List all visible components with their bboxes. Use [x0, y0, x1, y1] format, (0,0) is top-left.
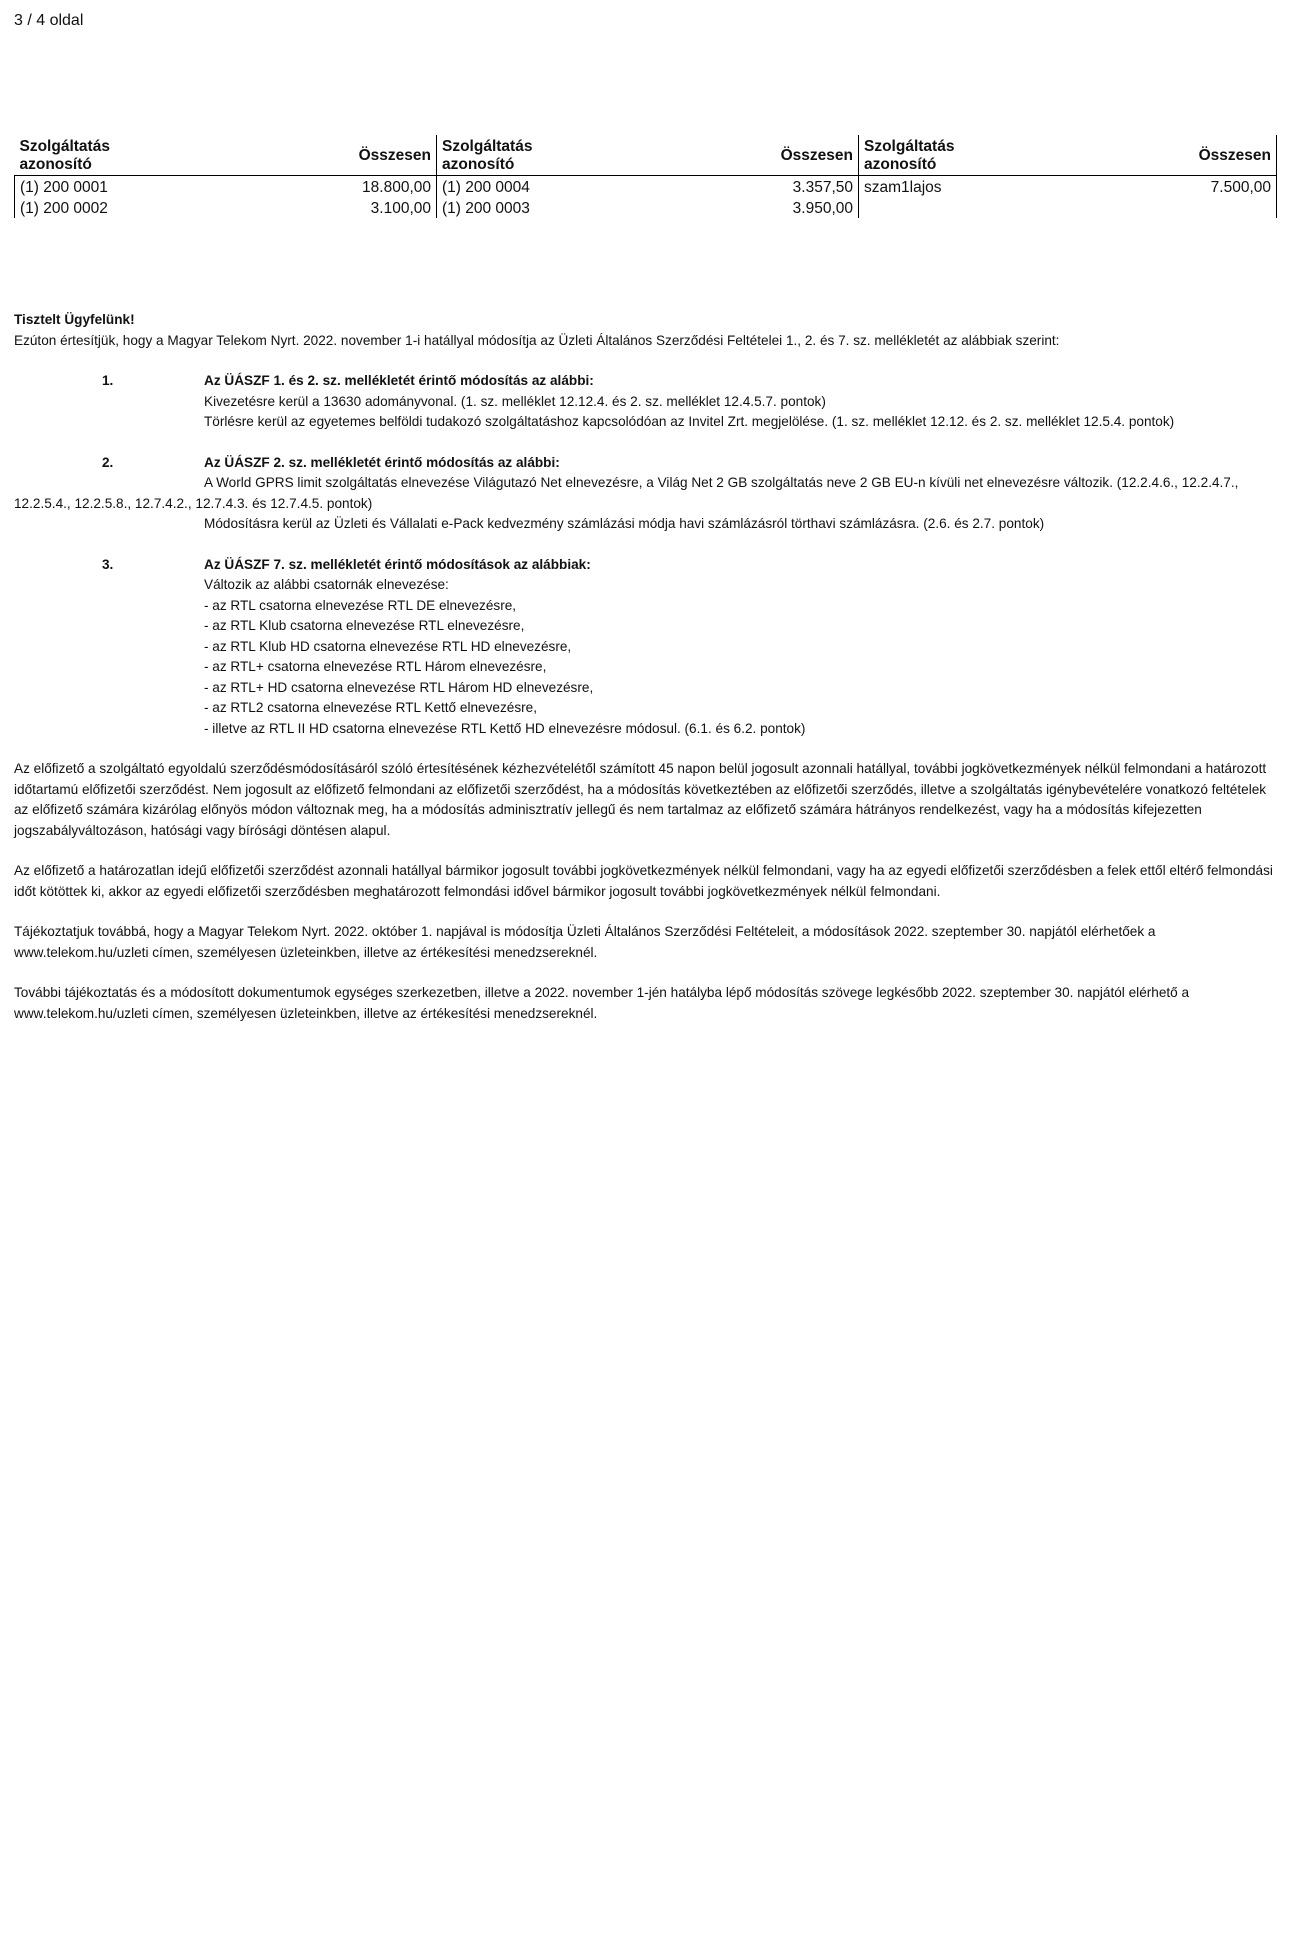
item-line: - az RTL2 csatorna elnevezése RTL Kettő elnevezésre,: [204, 700, 537, 715]
column-header-service-id: Szolgáltatás azonosító: [15, 135, 185, 176]
table-header-row: [15, 135, 1277, 176]
paragraph: Tájékoztatjuk továbbá, hogy a Magyar Telekom Nyrt. 2022. október 1. napjával is módosítja Üzleti Általános Szerződési Feltételeit, a módosítások 2022. szeptember 30. napjától elérhetőek a www.telekom.hu/uzleti címen, személyesen üzleteinkben, illetve az értékesítési menedzsereknél.: [14, 924, 1156, 960]
item-title: Az ÜÁSZF 2. sz. mellékletét érintő módosítás az alábbi:: [204, 454, 560, 470]
column-header-total: Összesen: [185, 135, 437, 176]
table-cell: [1029, 197, 1277, 218]
item-line: - illetve az RTL II HD csatorna elnevezése RTL Kettő HD elnevezésre módosul. (6.1. és 6.2. pontok): [204, 720, 806, 736]
column-header-total: Összesen: [607, 135, 859, 176]
item-line: Törlésre kerül az egyetemes belföldi tudakozó szolgáltatáshoz kapcsolódóan az Invitel Zrt. megjelölése. (1. sz. melléklet 12.12. és 2. sz. melléklet 12.5.4. pontok): [204, 414, 1175, 429]
table-cell: (1) 200 0001: [15, 176, 185, 198]
item-number: 3.: [102, 556, 114, 572]
column-header-total: Összesen: [1029, 135, 1277, 176]
item-line: Változik az alábbi csatornák elnevezése:: [204, 577, 449, 592]
item-line: Kivezetésre kerül a 13630 adományvonal. (1. sz. melléklet 12.12.4. és 2. sz. melléklet 12.4.5.7. pontok): [204, 393, 826, 409]
paragraph: Az előfizető a határozatlan idejű előfizetői szerződést azonnali hatállyal bármikor jogosult további jogkövetkezmények nélkül felmondani, vagy ha az egyedi előfizetői szerződésben a felek ettől eltérő felmondási időt kötöttek ki, akkor az egyedi előfizetői szerződésben meghatározott felmondási idővel bármikor jogosult további jogkövetkezmények nélkül felmondani.: [14, 863, 1273, 899]
item-line: Módosításra kerül az Üzleti és Vállalati e-Pack kedvezmény számlázási módja havi számlázásról törthavi számlázásra. (2.6. és 2.7. pontok): [204, 516, 1045, 531]
table-cell: 18.800,00: [362, 178, 431, 196]
paragraph: Az előfizető a szolgáltató egyoldalú szerződésmódosításáról szóló értesítésének kézhezvételétől számított 45 napon belül jogosult azonnali hatállyal, további jogkövetkezmények nélkül felmondani a határozott időtartamú előfizetői szerződést. Nem jogosult az előfizető felmondani az előfizetői szerződést, ha a módosítás következtében az előfizetői szerződés, illetve a szolgáltatás igénybevételére vonatkozó feltételek az előfizető számára kizárólag előnyös módon változnak meg, ha a módosítás adminisztratív jellegű és nem tartalmaz az előfizető számára hátrányos rendelkezést, vagy ha a módosítás kifejezetten jogszabályváltozáson, hatósági vagy bírósági döntésen alapul.: [14, 761, 1267, 838]
page-number: 3 / 4 oldal: [14, 12, 84, 29]
column-header-service-id: Szolgáltatás azonosító: [437, 135, 607, 176]
paragraph: További tájékoztatás és a módosított dokumentumok egységes szerkezetben, illetve a 2022. november 1-jén hatályba lépő módosítás szövege legkésőbb 2022. szeptember 30. napjától elérhető a www.telekom.hu/uzleti címen, személyesen üzleteinkben, illetve az értékesítési menedzsereknél.: [14, 985, 1190, 1021]
table-cell: (1) 200 0004: [437, 176, 607, 198]
table-cell: [859, 197, 1029, 218]
service-totals-table: [14, 135, 1277, 218]
item-title: Az ÜÁSZF 1. és 2. sz. mellékletét érintő módosítás az alábbi:: [204, 373, 594, 388]
item-number: 1.: [102, 373, 114, 388]
table-row: [15, 197, 1277, 218]
item-line: - az RTL+ csatorna elnevezése RTL Három elnevezésre,: [204, 659, 547, 674]
greeting: Tisztelt Ügyfelünk!: [14, 312, 135, 327]
table-cell: (1) 200 0002: [15, 197, 185, 218]
table-cell: (1) 200 0003: [437, 197, 607, 218]
table-cell: 3.100,00: [370, 199, 431, 217]
amendment-item: [14, 555, 1276, 740]
table-cell: 3.357,50: [792, 178, 853, 196]
item-line: - az RTL csatorna elnevezése RTL DE elnevezésre,: [204, 597, 517, 613]
item-line: - az RTL Klub csatorna elnevezése RTL elnevezésre,: [204, 618, 525, 633]
item-title: Az ÜÁSZF 7. sz. mellékletét érintő módosítások az alábbiak:: [204, 556, 591, 572]
item-line: A World GPRS limit szolgáltatás elnevezése Világutazó Net elnevezésre, a Világ Net 2 GB szolgáltatás neve 2 GB EU-n kívüli net elnevezésre változik. (12.2.4.6., 12.2.4.7., 12.2.5.4., 12.2.5.8., 12.7.4.2., 12.7.4.3. és 12.7.4.5. pontok): [14, 475, 1239, 511]
table-row: [15, 176, 1277, 198]
amendment-item: [14, 371, 1276, 433]
amendment-item: [14, 453, 1276, 535]
table-cell: 3.950,00: [792, 199, 853, 217]
item-number: 2.: [102, 454, 114, 470]
table-cell: szam1lajos: [859, 176, 1029, 198]
notice-letter: [14, 310, 1276, 1024]
item-line: - az RTL+ HD csatorna elnevezése RTL Három HD elnevezésre,: [204, 679, 594, 695]
intro-text: Ezúton értesítjük, hogy a Magyar Telekom Nyrt. 2022. november 1-i hatállyal módosítja az Üzleti Általános Szerződési Feltételei 1., 2. és 7. sz. mellékletét az alábbiak szerint:: [14, 332, 1060, 348]
item-line: - az RTL Klub HD csatorna elnevezése RTL HD elnevezésre,: [204, 638, 572, 654]
column-header-service-id: Szolgáltatás azonosító: [859, 135, 1029, 176]
table-cell: 7.500,00: [1029, 176, 1277, 198]
